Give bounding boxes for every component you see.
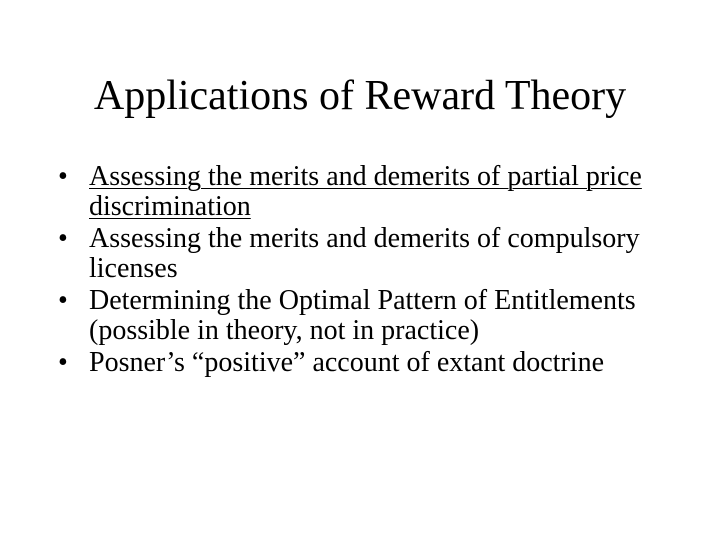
bullet-item <box>58 348 698 378</box>
bullet-text: Determining the Optimal Pattern of Entitlements (possible in theory, not in practice) <box>89 285 636 346</box>
slide-title: Applications of Reward Theory <box>93 73 627 119</box>
bullet-icon: • <box>58 161 68 192</box>
bullet-item <box>58 224 698 284</box>
bullet-item <box>58 286 698 346</box>
bullet-text-link[interactable]: Assessing the merits and demerits of partial price discrimination <box>89 161 642 222</box>
bullet-text: Assessing the merits and demerits of compulsory licenses <box>89 223 640 284</box>
bullet-list <box>58 162 698 380</box>
bullet-icon: • <box>58 285 68 316</box>
bullet-icon: • <box>58 347 68 378</box>
bullet-text: Posner’s “positive” account of extant doctrine <box>89 347 604 378</box>
bullet-icon: • <box>58 223 68 254</box>
bullet-item <box>58 162 698 222</box>
